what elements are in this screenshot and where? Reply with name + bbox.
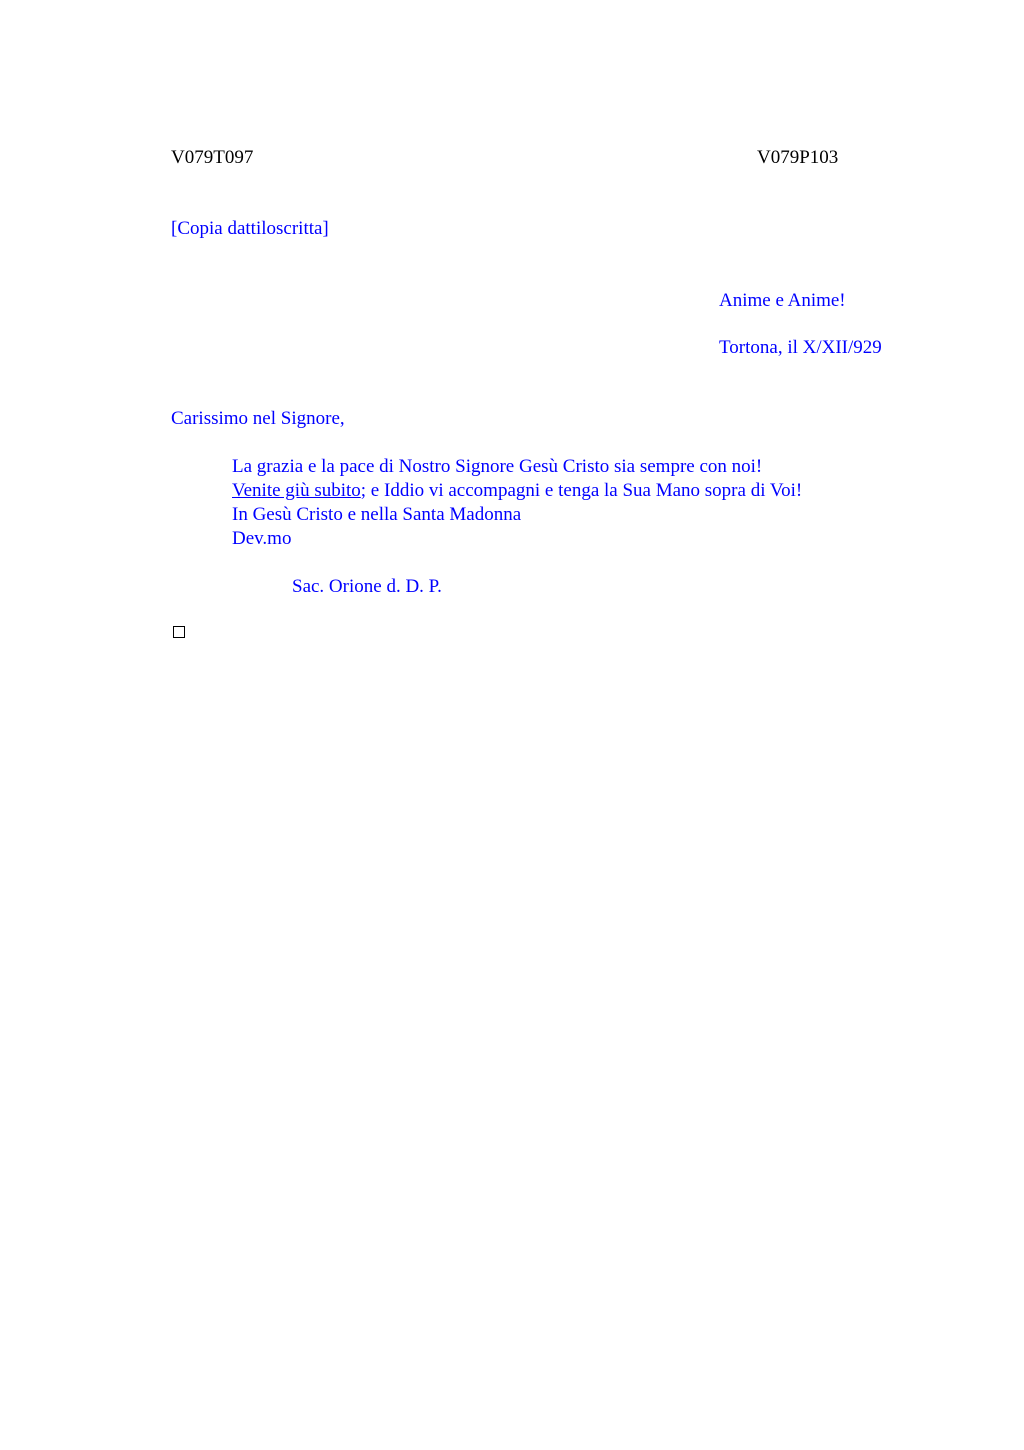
salutation: Carissimo nel Signore, <box>171 408 345 429</box>
motto: Anime e Anime! <box>719 290 846 311</box>
closing-devmo: Dev.mo <box>232 528 292 549</box>
body-line-2-rest: ; e Iddio vi accompagni e tenga la Sua Mano sopra di Voi! <box>360 480 803 501</box>
underlined-phrase: Venite giù subito <box>232 480 361 501</box>
body-line-1: La grazia e la pace di Nostro Signore Gesù Cristo sia sempre con noi! <box>232 456 763 477</box>
signature: Sac. Orione d. D. P. <box>292 576 442 597</box>
body-line-2 <box>232 479 802 503</box>
square-mark-icon <box>173 626 185 638</box>
body-line-3: In Gesù Cristo e nella Santa Madonna <box>232 504 522 525</box>
copy-note: [Copia dattiloscritta] <box>171 218 329 239</box>
place-date: Tortona, il X/XII/929 <box>719 337 882 358</box>
right-document-code: V079P103 <box>757 147 839 168</box>
left-document-code: V079T097 <box>171 147 254 168</box>
